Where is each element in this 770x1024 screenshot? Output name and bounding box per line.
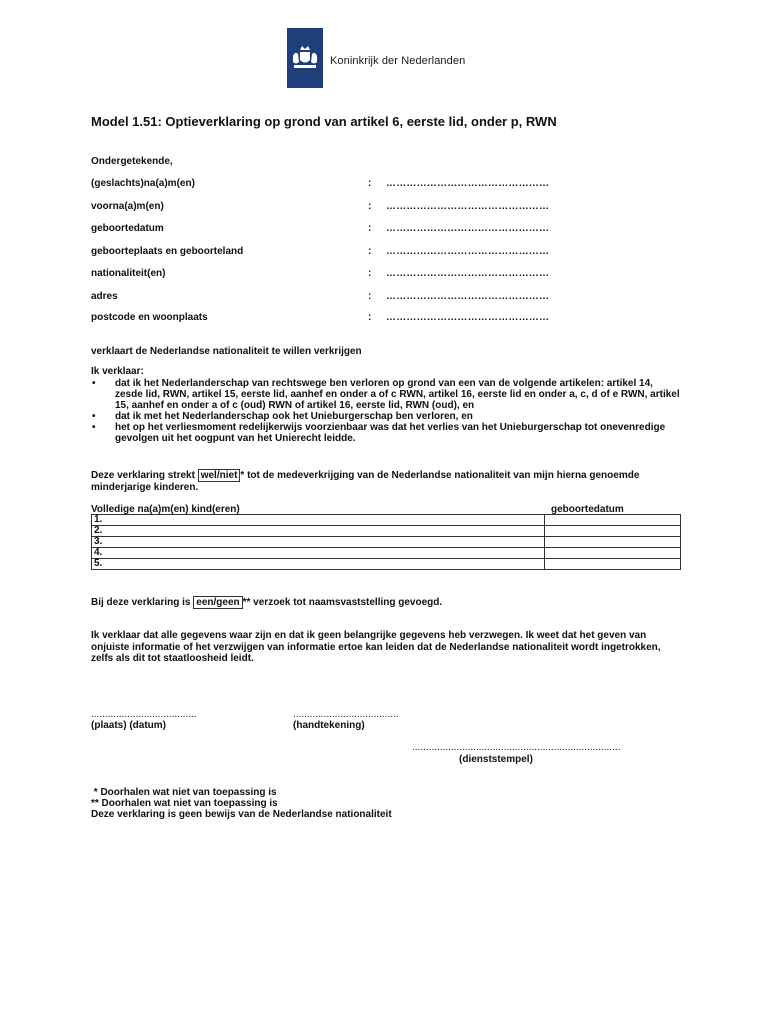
table-header-name: Volledige na(a)m(en) kind(eren) (91, 504, 240, 515)
signature-label: (handtekening) (293, 720, 365, 731)
bullet-icon: • (92, 378, 96, 389)
extends-post: * tot de medeverkrijging van de Nederlandse nationaliteit van mijn hierna genoemde minderjarige kinderen. (91, 470, 640, 493)
table-row (92, 515, 681, 526)
field-first-names-input[interactable]: ………………………………………… (386, 201, 550, 212)
declaration-text: dat ik het Nederlanderschap van rechtswege ben verloren op grond van een van de volgende artikelen: artikel 14, zesde lid, RWN, artikel 15, eerste lid, aanhef en onder a of c RWN, artikel 16, eerste lid en onder a, c, d of e RWN, artikel 15, aanhef en onder a of c (oud) RWN of artikel 16, eerste lid, RWN (oud), en (115, 378, 680, 411)
extends-pre: Deze verklaring strekt (91, 470, 198, 481)
footnote-1: * Doorhalen wat niet van toepassing is (91, 787, 277, 798)
place-date-line[interactable]: ...................................... (91, 709, 197, 720)
extends-statement (91, 470, 681, 493)
field-colon: : (368, 312, 372, 323)
field-nationality-input[interactable]: ………………………………………… (386, 268, 550, 279)
ik-verklaar-heading: Ik verklaar: (91, 366, 144, 377)
field-birth-date-input[interactable]: ………………………………………… (386, 223, 550, 234)
child-dob-cell[interactable] (545, 526, 681, 537)
field-label-birth-place: geboorteplaats en geboorteland (91, 246, 244, 257)
name-request-statement (91, 597, 442, 608)
undersigned-label: Ondergetekende, (91, 156, 173, 167)
table-row (92, 537, 681, 548)
child-dob-cell[interactable] (545, 559, 681, 570)
footnote-2: ** Doorhalen wat niet van toepassing is (91, 798, 278, 809)
wel-niet-choice[interactable]: wel/niet (198, 469, 241, 482)
field-label-address: adres (91, 291, 118, 302)
child-name-cell[interactable]: 3. (92, 537, 545, 548)
child-name-cell[interactable]: 4. (92, 548, 545, 559)
list-item (91, 411, 681, 422)
stamp-label: (dienststempel) (459, 754, 533, 765)
field-colon: : (368, 268, 372, 279)
declares-intent: verklaart de Nederlandse nationaliteit te willen verkrijgen (91, 346, 362, 357)
logo-wordmark: Koninkrijk der Nederlanden (330, 55, 466, 67)
bullet-icon: • (92, 422, 96, 433)
field-label-surname: (geslachts)na(a)m(en) (91, 178, 195, 189)
een-geen-choice[interactable]: een/geen (193, 596, 242, 609)
field-surname-input[interactable]: ………………………………………… (386, 178, 550, 189)
list-item (91, 378, 681, 411)
child-name-cell[interactable]: 5. (92, 559, 545, 570)
field-colon: : (368, 201, 372, 212)
child-name-cell[interactable]: 2. (92, 526, 545, 537)
field-colon: : (368, 178, 372, 189)
table-header-dob: geboortedatum (551, 504, 624, 515)
field-address-input[interactable]: ………………………………………… (386, 291, 550, 302)
field-colon: : (368, 246, 372, 257)
place-date-label: (plaats) (datum) (91, 720, 166, 731)
field-colon: : (368, 223, 372, 234)
field-label-nationality: nationaliteit(en) (91, 268, 166, 279)
field-colon: : (368, 291, 372, 302)
field-label-postcode: postcode en woonplaats (91, 312, 208, 323)
footnote-3: Deze verklaring is geen bewijs van de Nederlandse nationaliteit (91, 809, 392, 820)
child-dob-cell[interactable] (545, 515, 681, 526)
field-postcode-input[interactable]: ………………………………………… (386, 312, 550, 323)
children-table (91, 514, 681, 570)
signature-line[interactable]: ...................................... (293, 709, 399, 720)
list-item (91, 422, 681, 444)
truth-statement: Ik verklaar dat alle gegevens waar zijn en dat ik geen belangrijke gegevens heb verzwegen. Ik weet dat het geven van onjuiste informatie of het verzwijgen van informatie ertoe kan leiden dat de Nederlandse nationaliteit wordt ingetrokken, zelfs als dit tot staatloosheid leidt. (91, 630, 661, 664)
field-birth-place-input[interactable]: ………………………………………… (386, 246, 550, 257)
name-request-post: ** verzoek tot naamsvaststelling gevoegd. (242, 597, 443, 608)
coat-of-arms-logo (287, 28, 323, 88)
declaration-list (91, 378, 681, 444)
table-row (92, 548, 681, 559)
declaration-text: het op het verliesmoment redelijkerwijs voorzienbaar was dat het verlies van het Unieburgerschap tot onevenredige gevolgen uit het oogpunt van het Unierecht leidde. (115, 422, 666, 444)
child-name-cell[interactable]: 1. (92, 515, 545, 526)
field-label-birth-date: geboortedatum (91, 223, 164, 234)
field-label-first-names: voorna(a)m(en) (91, 201, 164, 212)
name-request-pre: Bij deze verklaring is (91, 597, 194, 608)
bullet-icon: • (92, 411, 96, 422)
table-row (92, 526, 681, 537)
child-dob-cell[interactable] (545, 548, 681, 559)
stamp-line[interactable]: ........................................................................... (412, 742, 621, 753)
declaration-text: dat ik met het Nederlanderschap ook het Unieburgerschap ben verloren, en (115, 411, 473, 422)
child-dob-cell[interactable] (545, 537, 681, 548)
table-row (92, 559, 681, 570)
document-title: Model 1.51: Optieverklaring op grond van artikel 6, eerste lid, onder p, RWN (91, 114, 557, 129)
